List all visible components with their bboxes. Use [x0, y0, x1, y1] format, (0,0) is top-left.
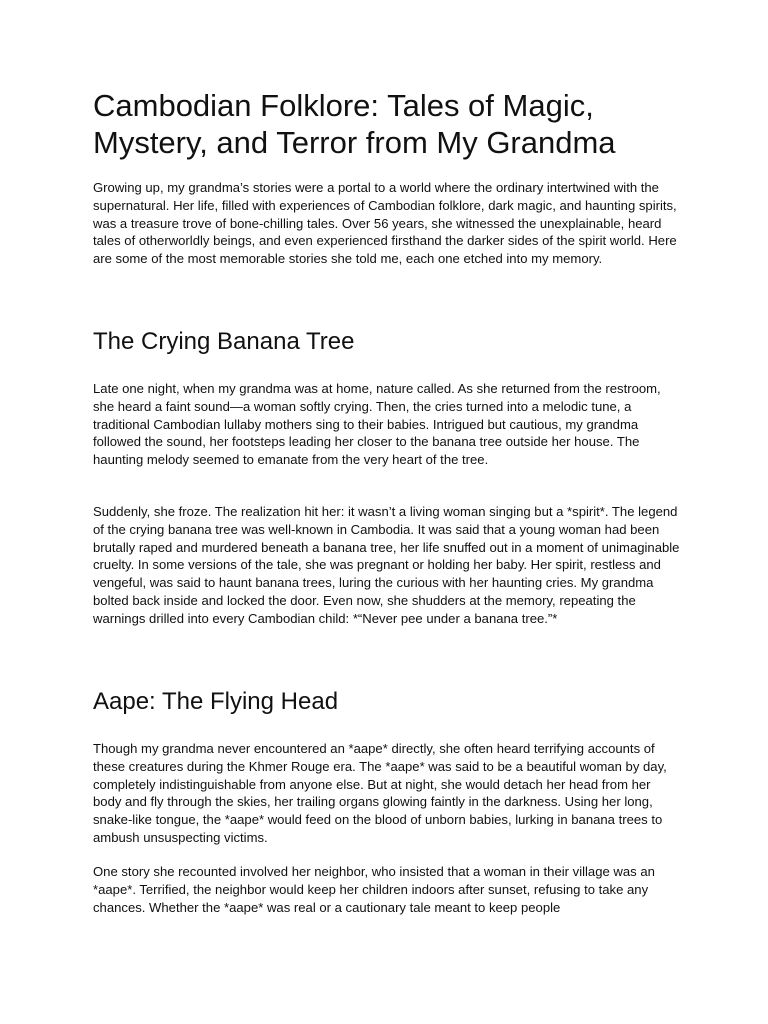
section-paragraph: Late one night, when my grandma was at home, nature called. As she returned from the restroom, she heard a faint sound—a woman softly crying. Then, the cries turned into a melodic tune, a traditional Cambodian lullaby mothers sing to their babies. Intrigued but cautious, my grandma followed the sound, her footsteps leading her closer to the banana tree outside her house. The haunting melody seemed to emanate from the very heart of the tree.: [93, 381, 661, 468]
intro-paragraph: Growing up, my grandma’s stories were a portal to a world where the ordinary intertwined with the supernatural. Her life, filled with experiences of Cambodian folklore, dark magic, and haunting spirits, was a treasure trove of bone-chilling tales. Over 56 years, she witnessed the unexplainable, heard tales of otherworldly beings, and even experienced firsthand the darker sides of the spirit world. Here are some of the most memorable stories she told me, each one etched into my memory.: [93, 180, 677, 267]
document-title: Cambodian Folklore: Tales of Magic, Mystery, and Terror from My Grandma: [93, 88, 616, 160]
section-heading-aape-flying-head: Aape: The Flying Head: [93, 688, 339, 715]
section-heading-crying-banana-tree: The Crying Banana Tree: [93, 328, 355, 355]
section-paragraph: Though my grandma never encountered an *aape* directly, she often heard terrifying accounts of these creatures during the Khmer Rouge era. The *aape* was said to be a beautiful woman by day, completely indistinguishable from anyone else. But at night, she would detach her head from her body and fly through the skies, her trailing organs glowing faintly in the darkness. Using her long, snake-like tongue, the *aape* would feed on the blood of unborn babies, lurking in banana trees to ambush unsuspecting victims.: [93, 741, 667, 845]
section-paragraph: Suddenly, she froze. The realization hit her: it wasn’t a living woman singing but a *spirit*. The legend of the crying banana tree was well-known in Cambodia. It was said that a young woman had been brutally raped and murdered beneath a banana tree, her life snuffed out in a moment of unimaginable cruelty. In some versions of the tale, she was pregnant or holding her baby. Her spirit, restless and vengeful, was said to haunt banana trees, luring the curious with her haunting cries. My grandma bolted back inside and locked the door. Even now, she shudders at the memory, repeating the warnings drilled into every Cambodian child: *“Never pee under a banana tree.”*: [93, 504, 680, 626]
section-paragraph: One story she recounted involved her neighbor, who insisted that a woman in their village was an *aape*. Terrified, the neighbor would keep her children indoors after sunset, refusing to take any chances. Whether the *aape* was real or a cautionary tale meant to keep people: [93, 864, 655, 915]
